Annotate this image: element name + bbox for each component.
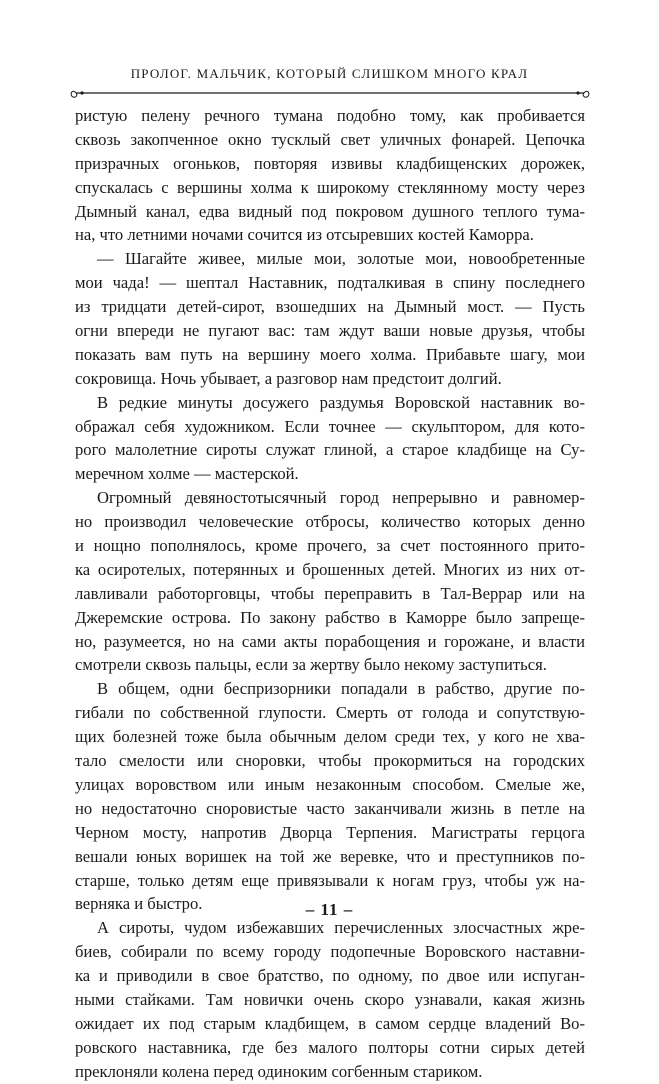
- text-line: ка и приводили в свое братство, по одному, по двое или испуган-: [75, 966, 585, 986]
- text-line: сквозь закопченное окно тусклый свет уличных фонарей. Цепочка: [75, 129, 585, 149]
- text-line: вешали юных воришек на той же веревке, что и преступников по-: [75, 846, 585, 866]
- body-text: [75, 104, 585, 1084]
- text-line: и нощно пополнялось, кроме прочего, за счет постоянного прито-: [75, 536, 585, 556]
- text-line: верняка и быстро.: [75, 894, 203, 914]
- running-title: ПРОЛОГ. МАЛЬЧИК, КОТОРЫЙ СЛИШКОМ МНОГО КРАЛ: [130, 66, 529, 81]
- text-line: Дымный канал, едва видный под покровом душного теплого тума-: [75, 201, 585, 221]
- text-line: тало смелости или сноровки, чтобы прокормиться на городских: [75, 751, 585, 771]
- text-line: В общем, одни беспризорники попадали в рабство, другие по-: [97, 679, 585, 699]
- text-line: гибали по собственной глупости. Смерть от голода и сопутствую-: [75, 703, 585, 723]
- text-line: Джеремские острова. По закону рабство в Каморре было запреще-: [75, 607, 585, 627]
- text-line: меречном холме — мастерской.: [75, 464, 299, 484]
- text-line: А сироты, чудом избежавших перечисленных злосчастных жре-: [97, 918, 585, 938]
- text-line: ображал себя художником. Если точнее — скульптором, для кото-: [75, 416, 585, 436]
- text-line: старше, только детям еще привязывали к ногам груз, чтобы уж на-: [75, 870, 585, 890]
- text-line: но производил человеческие отбросы, количество которых денно: [75, 512, 585, 532]
- text-line: но недостаточно сноровистые часто заканчивали жизнь в петле на: [75, 798, 585, 818]
- text-line: из тридцати детей-сирот, взошедших на Дымный мост. — Пусть: [75, 297, 585, 317]
- text-line: Огромный девяностотысячный город непрерывно и равномер-: [97, 488, 585, 508]
- text-line: ристую пелену речного тумана подобно тому, как пробивается: [75, 106, 585, 125]
- header-ornament-rule: [70, 86, 590, 100]
- text-line: ровского наставника, где без малого полторы сотни сирых детей: [75, 1037, 585, 1057]
- text-line: на, что летними ночами сочится из отсыревших костей Каморра.: [75, 225, 534, 245]
- text-line: преклоняли колена перед одиноким согбенным стариком.: [75, 1061, 483, 1081]
- text-line: — Шагайте живее, милые мои, золотые мои, новообретенные: [97, 249, 585, 269]
- text-line: улицах воровством или иным незаконным способом. Смелые же,: [75, 774, 585, 794]
- text-line: мои чада! — шептал Наставник, подталкивая в спину последнего: [75, 273, 585, 293]
- text-line: лавливали работорговцы, чтобы переправить в Тал-Веррар или на: [75, 583, 585, 603]
- text-line: но, разумеется, но на сами акты порабощения и горожане, и власти: [75, 631, 585, 651]
- text-line: рого малолетние сироты служат глиной, а старое кладбище на Су-: [75, 440, 585, 460]
- text-line: ными стайками. Там новички очень скоро узнавали, какая жизнь: [75, 989, 585, 1009]
- text-line: показать вам путь на вершину моего холма. Прибавьте шагу, мои: [75, 344, 585, 364]
- text-line: сокровища. Ночь убывает, а разговор нам предстоит долгий.: [75, 368, 502, 388]
- text-line: спускалась с вершины холма к широкому стеклянному мосту через: [75, 177, 585, 197]
- text-line: ожидает их под старым кладбищем, в самом сердце владений Во-: [75, 1013, 585, 1033]
- text-line: смотрели сквозь пальцы, если за жертву было некому заступиться.: [75, 655, 547, 675]
- text-line: В редкие минуты досужего раздумья Воровской наставник во-: [97, 392, 585, 412]
- text-line: призрачных огоньков, повторяя извивы кладбищенских дорожек,: [75, 153, 585, 173]
- text-line: биев, собирали по всему городу подопечные Воровского наставни-: [75, 942, 585, 962]
- text-line: огни впереди не пугают вас: там ждут ваши новые друзья, чтобы: [75, 321, 585, 341]
- text-line: ка осиротелых, потерянных и брошенных детей. Многих из них от-: [75, 559, 585, 579]
- text-line: Черном мосту, напротив Дворца Терпения. Магистраты герцога: [75, 822, 585, 842]
- text-line: щих болезней тоже была обычным делом среди тех, у кого не хва-: [75, 727, 585, 747]
- page-number: – 11 –: [305, 900, 354, 919]
